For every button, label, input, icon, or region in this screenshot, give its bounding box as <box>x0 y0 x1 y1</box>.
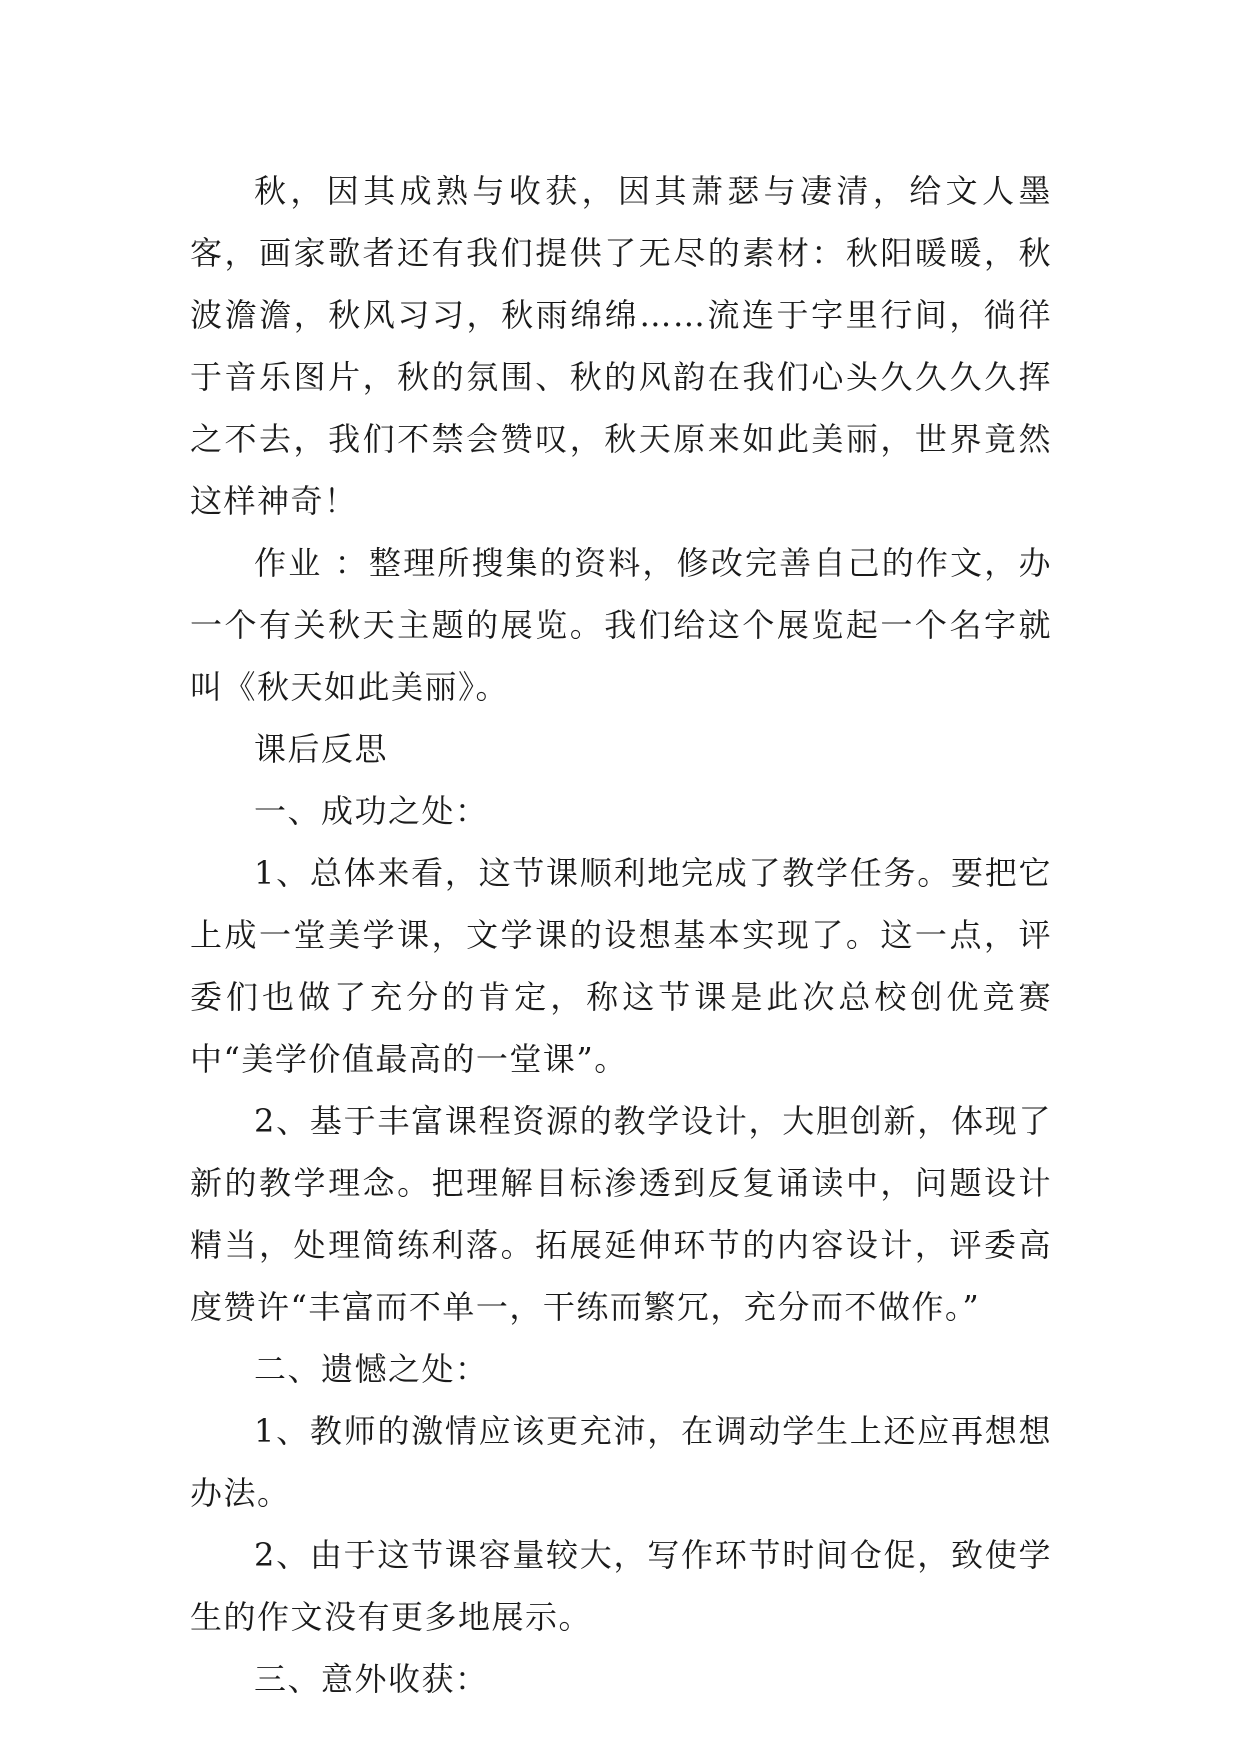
paragraph-regret-1: 1、教师的激情应该更充沛，在调动学生上还应再想想办法。 <box>190 1412 1052 1512</box>
paragraph-homework: 作业 ：整理所搜集的资料，修改完善自己的作文，办一个有关秋天主题的展览。我们给这个展览起一个名字就叫《秋天如此美丽》。 <box>190 544 1052 706</box>
paragraph-autumn-intro: 秋，因其成熟与收获，因其萧瑟与凄清，给文人墨客，画家歌者还有我们提供了无尽的素材：秋阳暖暖，秋波澹澹，秋风习习，秋雨绵绵……流连于字里行间，徜徉于音乐图片，秋的氛围、秋的风韵在我们心头久久久久挥之不去，我们不禁会赞叹，秋天原来如此美丽，世界竟然这样神奇！ <box>190 172 1052 520</box>
heading-unexpected-gains: 三、意外收获： <box>254 1660 489 1698</box>
paragraph-success-2: 2、基于丰富课程资源的教学设计，大胆创新，体现了新的教学理念。把理解目标渗透到反复诵读中，问题设计精当，处理简练利落。拓展延伸环节的内容设计，评委高度赞许“丰富而不单一，干练而繁冗，充分而不做作。” <box>190 1102 1052 1326</box>
paragraph-success-1: 1、总体来看，这节课顺利地完成了教学任务。要把它上成一堂美学课，文学课的设想基本实现了。这一点，评委们也做了充分的肯定，称这节课是此次总校创优竞赛中“美学价值最高的一堂课”。 <box>190 854 1052 1078</box>
heading-regrets: 二、遗憾之处： <box>254 1350 489 1388</box>
paragraph-regret-2: 2、由于这节课容量较大，写作环节时间仓促，致使学生的作文没有更多地展示。 <box>190 1536 1052 1636</box>
document-page <box>190 160 1052 1710</box>
heading-reflection: 课后反思 <box>254 730 389 768</box>
heading-successes: 一、成功之处： <box>254 792 489 830</box>
